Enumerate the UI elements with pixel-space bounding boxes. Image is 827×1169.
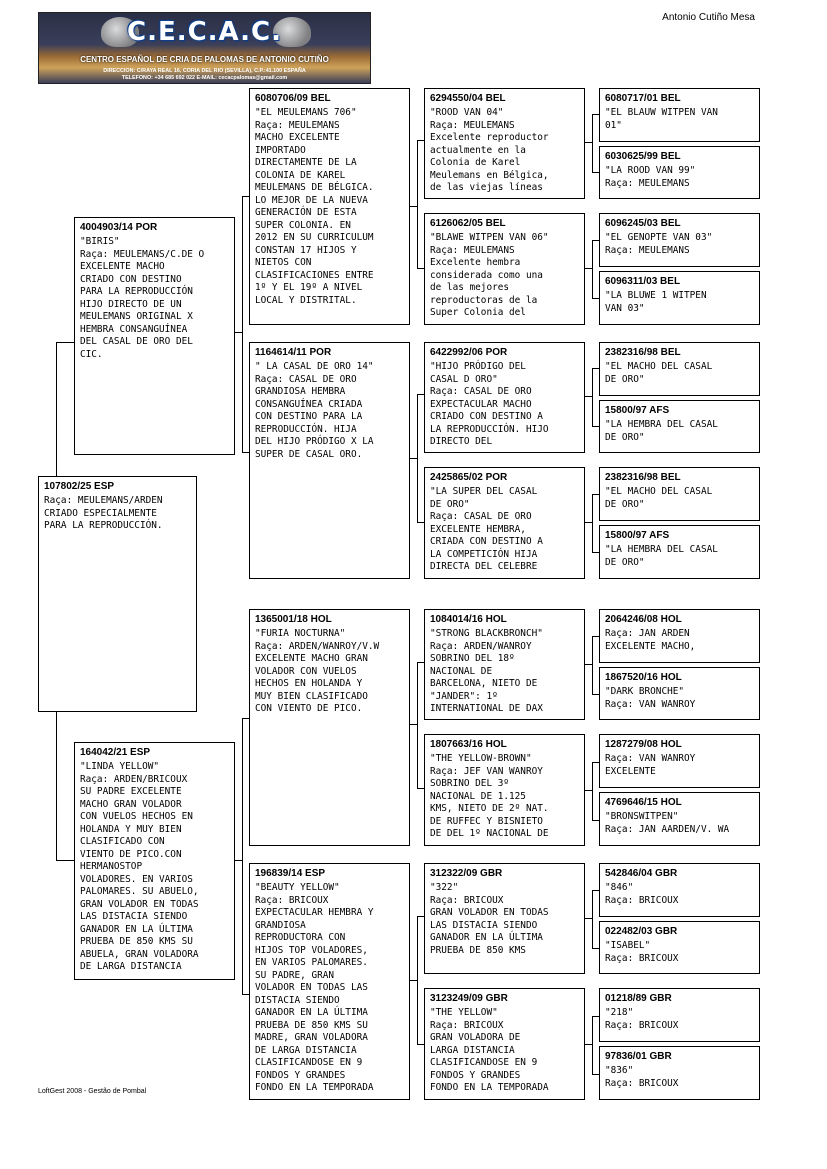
ring-number: 6080717/01 BEL <box>605 93 681 104</box>
connector-line <box>592 1016 593 1074</box>
ring-number: 3123249/09 GBR <box>430 993 508 1004</box>
pigeon-description: "EL MEULEMANS 706" Raça: MEULEMANS MACHO EXCELENTE IMPORTADO DIRECTAMENTE DE LA COLONIA DE KAREL MEULEMANS DE BÉLGICA. LO MEJOR DE LA NUEVA GENERACIÓN DE ESTA SUPER COLONIA. EN 2012 EN SU CURRICULUM CONSTAN 17 HIJOS Y NIETOS CON CLASIFICACIONES ENTRE 1º Y EL 19º A NIVEL LOCAL Y DISTRITAL. <box>255 107 374 306</box>
gen4-box <box>599 467 760 521</box>
connector-line <box>592 368 593 426</box>
ring-number: 022482/03 GBR <box>605 926 678 937</box>
great-grandparent-box <box>424 609 585 720</box>
ring-number: 2382316/98 BEL <box>605 472 681 483</box>
pigeon-description: "BEAUTY YELLOW" Raça: BRICOUX EXPECTACULAR HEMBRA Y GRANDIOSA REPRODUCTORA CON HIJOS TOP VOLADORES, EN VARIOS PALOMARES. SU PADRE, GRAN VOLADOR EN TODAS LAS DISTACIA SIENDO GANADOR EN LA ÚLTIMA PRUEBA DE 850 KMS SU MADRE, GRAN VOLADORA DE LARGA DISTANCIA CLASIFICANDOSE EN 9 FONDOS Y GRANDES FONDO EN LA TEMPORADA <box>255 882 374 1093</box>
gen4-box <box>599 271 760 325</box>
pigeon-description: "BLAWE WITPEN VAN 06" Raça: MEULEMANS Excelente hembra considerada como una de las mejores reproductoras de la Super Colonia del <box>430 232 549 318</box>
ring-number: 15800/97 AFS <box>605 530 670 541</box>
ring-number: 542846/04 GBR <box>605 868 678 879</box>
grandparent-box <box>249 609 410 846</box>
pigeon-description: " LA CASAL DE ORO 14" Raça: CASAL DE ORO GRANDIOSA HEMBRA CONSANGUÍNEA CRIADA CON DESTINO PARA LA REPRODUCCIÓN. HIJA DEL HIJO PRÓDIGO X LA SUPER DE CASAL ORO. <box>255 361 374 460</box>
connector-line <box>584 396 592 397</box>
connector-line <box>584 268 592 269</box>
ring-number: 1084014/16 HOL <box>430 614 507 625</box>
pigeon-description: "FURIA NOCTURNA" Raça: ARDEN/WANROY/V.W EXCELENTE MACHO GRAN VOLADOR CON VUELOS HECHOS EN HOLANDA Y MUY BIEN CLASIFICADO CON VIENTO DE PICO. <box>255 628 380 714</box>
ring-number: 196839/14 ESP <box>255 868 326 879</box>
connector-line <box>584 1044 592 1045</box>
ring-number: 164042/21 ESP <box>80 747 151 758</box>
grandparent-box <box>249 863 410 1100</box>
gen4-box <box>599 342 760 396</box>
pigeon-description: "ROOD VAN 04" Raça: MEULEMANS Excelente reproductor actualmente en la Colonia de Karel Meulemans en Bélgica, de las viejas líneas <box>430 107 549 193</box>
great-grandparent-box <box>424 88 585 199</box>
connector-line <box>592 890 593 948</box>
grandparent-box <box>249 342 410 579</box>
connector-line <box>592 114 593 172</box>
ring-number: 1164614/11 POR <box>255 347 332 358</box>
great-grandparent-box <box>424 734 585 846</box>
ring-number: 2382316/98 BEL <box>605 347 681 358</box>
pigeon-description: "EL MACHO DEL CASAL DE ORO" <box>605 486 713 510</box>
pigeon-description: Raça: JAN ARDEN EXCELENTE MACHO, <box>605 628 696 652</box>
pigeon-description: "LA HEMBRA DEL CASAL DE ORO" <box>605 419 718 443</box>
connector-line <box>584 522 592 523</box>
ring-number: 6294550/04 BEL <box>430 93 506 104</box>
pigeon-description: "THE YELLOW-BROWN" Raça: JEF VAN WANROY SOBRINO DEL 3º NACIONAL DE 1.125 KMS, NIETO DE 2º NAT. DE RUFFEC Y BISNIETO DE DEL 1º NACIONAL DE <box>430 753 549 839</box>
connector-line <box>584 142 592 143</box>
connector-line <box>584 790 592 791</box>
great-grandparent-box <box>424 342 585 453</box>
subject-pigeon-box <box>38 476 197 712</box>
connector-line <box>584 664 592 665</box>
pigeon-description: "BIRIS" Raça: MEULEMANS/C.DE O EXCELENTE MACHO CRIADO CON DESTINO PARA LA REPRODUCCIÓN HIJO DIRECTO DE UN MEULEMANS ORIGINAL X HEMBRA CONSANGUÍNEA DEL CASAL DE ORO DEL CIC. <box>80 236 205 360</box>
grandparent-box <box>249 88 410 325</box>
pigeon-description: Raça: MEULEMANS/ARDEN CRIADO ESPECIALMENTE PARA LA REPRODUCCIÓN. <box>44 495 163 531</box>
pigeon-description: "836" Raça: BRICOUX <box>605 1065 679 1089</box>
connector-line <box>410 206 417 207</box>
ring-number: 2064246/08 HOL <box>605 614 682 625</box>
great-grandparent-box <box>424 467 585 579</box>
ring-number: 6422992/06 POR <box>430 347 508 358</box>
connector-line <box>592 762 593 820</box>
ring-number: 1867520/16 HOL <box>605 672 682 683</box>
great-grandparent-box <box>424 988 585 1100</box>
gen4-box <box>599 1046 760 1100</box>
logo-title: C.E.C.A.C. <box>127 17 282 47</box>
ring-number: 2425865/02 POR <box>430 472 508 483</box>
ring-number: 15800/97 AFS <box>605 405 670 416</box>
connector-line <box>234 860 242 861</box>
connector-line <box>56 342 75 343</box>
connector-line <box>592 494 593 552</box>
dam-box <box>74 742 235 980</box>
ring-number: 1807663/16 HOL <box>430 739 507 750</box>
ring-number: 312322/09 GBR <box>430 868 503 879</box>
gen4-box <box>599 734 760 788</box>
connector-line <box>417 394 418 522</box>
ring-number: 1365001/18 HOL <box>255 614 332 625</box>
connector-line <box>242 196 243 452</box>
pigeon-description: "EL GENOPTE VAN 03" Raça: MEULEMANS <box>605 232 713 256</box>
gen4-box <box>599 88 760 142</box>
ring-number: 4769646/15 HOL <box>605 797 682 808</box>
logo-line-3: TELEFONO: +34 685 692 022 E-MAIL: cecacpalomas@gmail.com <box>121 75 288 81</box>
pigeon-description: "218" Raça: BRICOUX <box>605 1007 679 1031</box>
cecac-logo <box>38 12 371 84</box>
ring-number: 6030625/99 BEL <box>605 151 681 162</box>
connector-line <box>56 860 75 861</box>
pigeon-description: Raça: VAN WANROY EXCELENTE <box>605 753 696 777</box>
ring-number: 107802/25 ESP <box>44 481 115 492</box>
connector-line <box>56 342 57 476</box>
connector-line <box>584 918 592 919</box>
connector-line <box>417 916 418 1044</box>
connector-line <box>592 240 593 298</box>
ring-number: 6080706/09 BEL <box>255 93 331 104</box>
sire-box <box>74 217 235 455</box>
ring-number: 01218/89 GBR <box>605 993 672 1004</box>
footer-software-credit: LoftGest 2008 - Gestão de Pombal <box>38 1088 147 1095</box>
owner-name: Antonio Cutiño Mesa <box>662 12 755 23</box>
pigeon-description: "LA HEMBRA DEL CASAL DE ORO" <box>605 544 718 568</box>
ring-number: 6096311/03 BEL <box>605 276 681 287</box>
ring-number: 6126062/05 BEL <box>430 218 506 229</box>
connector-line <box>410 724 417 725</box>
pigeon-description: "LA ROOD VAN 99" Raça: MEULEMANS <box>605 165 696 189</box>
pigeon-description: "HIJO PRÓDIGO DEL CASAL D ORO" Raça: CASAL DE ORO EXPECTACULAR MACHO CRIADO CON DESTINO A LA REPRODUCCIÓN. HIJO DIRECTO DEL <box>430 361 549 447</box>
great-grandparent-box <box>424 213 585 325</box>
great-grandparent-box <box>424 863 585 974</box>
pigeon-description: "LA BLUWE 1 WITPEN VAN 03" <box>605 290 707 314</box>
gen4-box <box>599 921 760 974</box>
pigeon-description: "EL MACHO DEL CASAL DE ORO" <box>605 361 713 385</box>
connector-line <box>242 718 243 994</box>
pigeon-description: "LA SUPER DEL CASAL DE ORO" Raça: CASAL DE ORO EXCELENTE HEMBRA, CRIADA CON DESTINO A LA COMPETICIÓN HIJA DIRECTA DEL CELEBRE <box>430 486 543 572</box>
pigeon-description: "846" Raça: BRICOUX <box>605 882 679 906</box>
connector-line <box>56 712 57 860</box>
gen4-box <box>599 146 760 199</box>
logo-line-1: CENTRO ESPAÑOL DE CRIA DE PALOMAS DE ANTONIO CUTIÑO <box>80 55 329 64</box>
connector-line <box>410 980 417 981</box>
gen4-box <box>599 667 760 720</box>
gen4-box <box>599 792 760 846</box>
gen4-box <box>599 400 760 453</box>
gen4-box <box>599 213 760 267</box>
logo-line-2: DIRECCION: C/RAYA REAL 16, CORIA DEL RIO (SEVILLA), C.P.:41.100 ESPAÑA <box>103 68 306 74</box>
gen4-box <box>599 525 760 579</box>
pigeon-description: "THE YELLOW" Raça: BRICOUX GRAN VOLADORA DE LARGA DISTANCIA CLASIFICANDOSE EN 9 FONDOS Y GRANDES FONDO EN LA TEMPORADA <box>430 1007 549 1093</box>
pigeon-description: "DARK BRONCHE" Raça: VAN WANROY <box>605 686 696 710</box>
connector-line <box>417 662 418 788</box>
gen4-box <box>599 988 760 1042</box>
pigeon-description: "BRONSWITPEN" Raça: JAN AARDEN/V. WA <box>605 811 730 835</box>
connector-line <box>592 636 593 694</box>
ring-number: 4004903/14 POR <box>80 222 158 233</box>
ring-number: 6096245/03 BEL <box>605 218 681 229</box>
pigeon-description: "EL BLAUW WITPEN VAN 01" <box>605 107 718 131</box>
ring-number: 97836/01 GBR <box>605 1051 672 1062</box>
ring-number: 1287279/08 HOL <box>605 739 682 750</box>
pigeon-description: "LINDA YELLOW" Raça: ARDEN/BRICOUX SU PADRE EXCELENTE MACHO GRAN VOLADOR CON VUELOS HECHOS EN HOLANDA Y MUY BIEN CLASIFICADO CON VIENTO DE PICO.CON HERMANOSTOP VOLADORES. EN VARIOS PALOMARES. SU ABUELO, GRAN VOLADOR EN TODAS LAS DISTACIA SIENDO GANADOR EN LA ÚLTIMA PRUEBA DE 850 KMS SU ABUELA, GRAN VOLADORA DE LARGA DISTANCIA <box>80 761 199 972</box>
gen4-box <box>599 609 760 663</box>
pigeon-description: "ISABEL" Raça: BRICOUX <box>605 940 679 964</box>
connector-line <box>410 458 417 459</box>
pigeon-description: "322" Raça: BRICOUX GRAN VOLADOR EN TODAS LAS DISTACIA SIENDO GANADOR EN LA ÚLTIMA PRUEBA DE 850 KMS <box>430 882 549 956</box>
pigeon-description: "STRONG BLACKBRONCH" Raça: ARDEN/WANROY SOBRINO DEL 18º NACIONAL DE BARCELONA, NIETO DE "JANDER": 1º INTERNATIONAL DE DAX <box>430 628 543 714</box>
connector-line <box>234 332 242 333</box>
connector-line <box>417 140 418 268</box>
gen4-box <box>599 863 760 917</box>
